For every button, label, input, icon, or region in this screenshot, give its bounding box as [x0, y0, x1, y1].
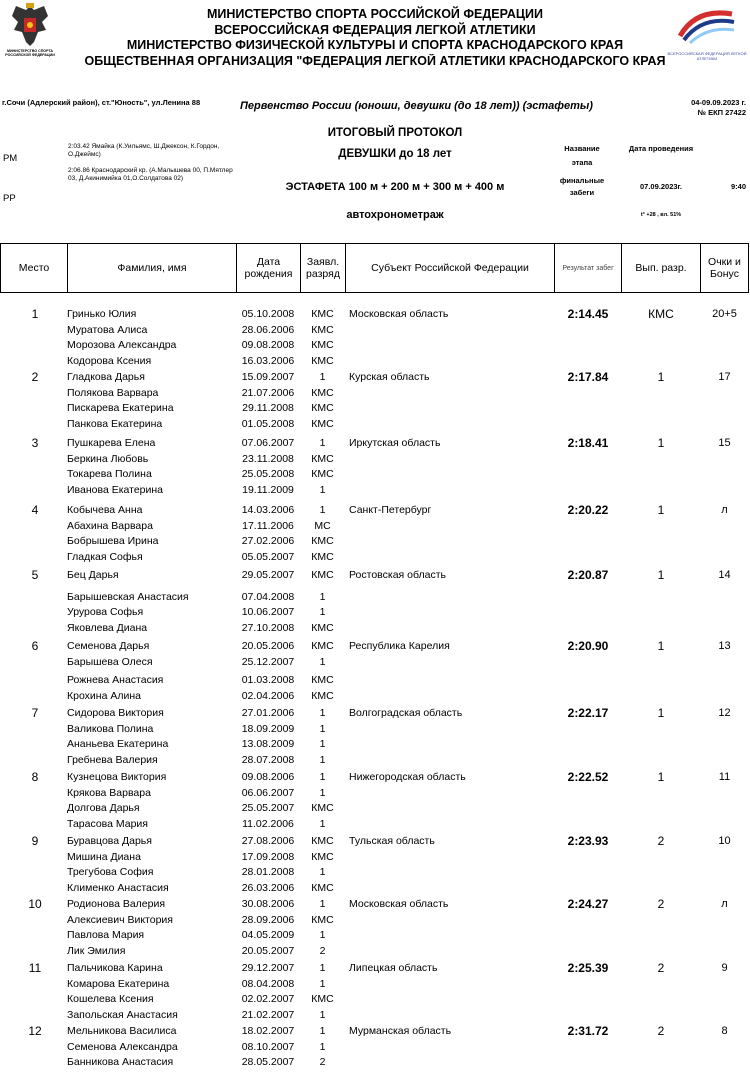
athlete-dob: 13.08.2009	[241, 738, 295, 751]
athlete-dob: 27.01.2006	[241, 707, 295, 719]
athlete-dob: 07.06.2007	[241, 437, 295, 449]
table-row	[0, 467, 748, 483]
org-line-3: МИНИСТЕРСТВО ФИЗИЧЕСКОЙ КУЛЬТУРЫ И СПОРТА КРАСНОДАРСКОГО КРАЯ	[126, 38, 624, 52]
table-row	[0, 928, 748, 944]
athlete-name: Валикова Полина	[67, 722, 154, 735]
team-summary	[0, 436, 748, 452]
athlete-dob: 06.06.2007	[241, 786, 295, 799]
athlete-name: Муратова Алиса	[67, 323, 148, 336]
table-row	[0, 621, 748, 637]
event-name: ЭСТАФЕТА 100 м + 200 м + 300 м + 400 м	[285, 181, 505, 193]
athlete-dob: 28.01.2008	[241, 866, 295, 879]
athlete-rank: КМС	[311, 468, 334, 481]
athlete-rank: 1	[319, 1025, 326, 1037]
team-result: 2:23.93	[567, 834, 609, 848]
athlete-rank: КМС	[311, 802, 334, 815]
table-row	[0, 534, 748, 550]
table-row	[0, 801, 748, 817]
athlete-rank: 1	[319, 977, 326, 990]
athlete-name: Токарева Полина	[67, 468, 152, 481]
team-vrank: 1	[657, 568, 665, 582]
athlete-name: Пискарева Екатерина	[67, 402, 174, 415]
team-vrank: 2	[657, 961, 665, 975]
athlete-name: Барышевская Анастасия	[67, 590, 189, 603]
athlete-dob: 18.09.2009	[241, 722, 295, 735]
table-row	[0, 323, 748, 339]
col-region: Субъект Российской Федерации	[346, 244, 555, 293]
athlete-rank: 2	[319, 1056, 326, 1069]
athlete-dob: 17.09.2008	[241, 850, 295, 863]
team-region: Санкт-Петербург	[349, 504, 432, 516]
athlete-rank: КМС	[311, 993, 334, 1006]
team-result: 2:31.72	[567, 1024, 609, 1038]
athlete-rank: 1	[319, 504, 326, 516]
table-row	[0, 1055, 748, 1071]
team-region: Московская область	[349, 898, 449, 910]
athlete-dob: 01.03.2008	[241, 674, 295, 687]
athlete-rank: КМС	[311, 913, 334, 926]
athlete-dob: 09.08.2006	[241, 771, 295, 783]
athlete-rank: КМС	[311, 550, 334, 563]
athlete-name: Запольская Анастасия	[67, 1008, 178, 1021]
col-name: Фамилия, имя	[68, 244, 237, 293]
team-summary	[0, 834, 748, 850]
team-region: Ростовская область	[349, 569, 447, 581]
athletics-federation-icon	[676, 6, 738, 46]
table-row	[0, 354, 748, 370]
col-vrank: Вып. разр.	[622, 244, 701, 293]
team-place: 8	[31, 770, 39, 784]
org-line-4: ОБЩЕСТВЕННАЯ ОРГАНИЗАЦИЯ "ФЕДЕРАЦИЯ ЛЕГКОЙ АТЛЕТИКИ КРАСНОДАРСКОГО КРАЯ	[84, 53, 666, 68]
athlete-dob: 01.05.2008	[241, 417, 295, 430]
table-row	[0, 689, 748, 705]
athlete-name: Мишина Диана	[67, 850, 141, 863]
team-summary	[0, 1024, 748, 1040]
athlete-name: Ананьева Екатерина	[67, 738, 169, 751]
table-row	[0, 590, 748, 606]
athlete-rank: МС	[314, 519, 331, 532]
athlete-dob: 26.03.2006	[241, 881, 295, 894]
team-region: Волгоградская область	[349, 707, 463, 719]
ekp-number: № ЕКП 27422	[697, 108, 746, 117]
athlete-rank: 1	[319, 753, 326, 766]
athlete-name: Кодорова Ксения	[67, 354, 152, 367]
record-rr: 2:06.86 Краснодарский кр. (А.Малышева 00, П.Мятлер 03, Д.Акинимийка 01,О.Солдатова 02)	[68, 167, 233, 182]
athlete-name: Мельникова Василиса	[67, 1025, 177, 1037]
ministry-logo-caption: МИНИСТЕРСТВО СПОРТА РОССИЙСКОЙ ФЕДЕРАЦИИ	[5, 49, 55, 58]
table-row	[0, 417, 748, 433]
protocol-title: ИТОГОВЫЙ ПРОТОКОЛ	[327, 127, 463, 139]
athlete-rank: 2	[319, 944, 326, 957]
athlete-dob: 25.05.2007	[241, 802, 295, 815]
athlete-rank: 1	[319, 437, 326, 449]
athlete-name: Семенова Дарья	[67, 640, 150, 652]
team-result: 2:20.22	[567, 503, 609, 517]
table-row	[0, 865, 748, 881]
athlete-rank: 1	[319, 707, 326, 719]
athlete-rank: 1	[319, 771, 326, 783]
athlete-rank: КМС	[311, 339, 334, 352]
athlete-name: Бобрышева Ирина	[67, 535, 159, 548]
team-vrank: 1	[657, 436, 665, 450]
record-rm: 2:03.42 Ямайка (К.Уильямс, Ш.Джексон, К.Гордон, О.Джеймс)	[68, 143, 220, 158]
athlete-dob: 29.05.2007	[241, 569, 295, 581]
team-region: Мурманская область	[349, 1025, 452, 1037]
athlete-rank: 1	[319, 738, 326, 751]
table-row	[0, 753, 748, 769]
athlete-dob: 29.11.2008	[242, 402, 294, 415]
team-vrank: 2	[657, 834, 665, 848]
table-row	[0, 519, 748, 535]
team-vrank: 1	[657, 770, 665, 784]
team-points: 13	[718, 640, 731, 652]
athlete-rank: КМС	[311, 689, 334, 702]
team-region: Республика Карелия	[349, 640, 450, 652]
athlete-name: Панкова Екатерина	[67, 417, 163, 430]
athlete-rank: КМС	[311, 850, 334, 863]
team-points: 8	[721, 1025, 728, 1037]
athlete-rank: 1	[319, 1040, 326, 1053]
athlete-dob: 28.07.2008	[241, 753, 295, 766]
team-result: 2:22.52	[567, 770, 609, 784]
athlete-name: Рожнева Анастасия	[67, 674, 164, 687]
team-summary	[0, 639, 748, 655]
athlete-dob: 02.02.2007	[241, 993, 295, 1006]
team-vrank: 2	[657, 1024, 665, 1038]
athlete-dob: 17.11.2006	[242, 519, 294, 532]
start-time: 9:40	[730, 182, 746, 191]
athlete-rank: 1	[319, 817, 326, 830]
athlete-name: Беркина Любовь	[67, 452, 149, 465]
athlete-dob: 11.02.2006	[242, 817, 294, 830]
team-summary	[0, 961, 748, 977]
org-line-2: ВСЕРОССИЙСКАЯ ФЕДЕРАЦИЯ ЛЕГКОЙ АТЛЕТИКИ	[214, 22, 536, 37]
team-region: Московская область	[349, 308, 449, 320]
table-row	[0, 338, 748, 354]
athlete-dob: 05.05.2007	[241, 550, 295, 563]
athlete-name: Долгова Дарья	[67, 802, 140, 815]
record-rm-label: РМ	[3, 153, 18, 164]
col-rank: Заявл. разряд	[301, 244, 346, 293]
athlete-dob: 19.11.2009	[242, 483, 294, 496]
team-result: 2:14.45	[567, 307, 609, 321]
athlete-name: Семенова Александра	[67, 1040, 178, 1053]
team-place: 10	[28, 897, 42, 911]
team-summary	[0, 370, 748, 386]
team-result: 2:18.41	[567, 436, 609, 450]
table-row	[0, 817, 748, 833]
table-row	[0, 786, 748, 802]
athlete-name: Родионова Валерия	[67, 898, 166, 910]
athlete-name: Морозова Александра	[67, 339, 177, 352]
athlete-dob: 10.06.2007	[241, 606, 295, 619]
athlete-rank: 1	[319, 606, 326, 619]
athlete-name: Комарова Екатерина	[67, 977, 170, 990]
athlete-name: Пушкарева Елена	[67, 437, 156, 449]
team-place: 6	[31, 639, 39, 653]
athlete-name: Урурова Софья	[67, 606, 144, 619]
table-row	[0, 452, 748, 468]
athlete-dob: 27.02.2006	[241, 535, 295, 548]
team-region: Курская область	[349, 371, 430, 383]
athlete-rank: КМС	[311, 417, 334, 430]
team-place: 3	[31, 436, 39, 450]
results-header-row	[1, 244, 749, 293]
athlete-name: Кузнецова Виктория	[67, 771, 167, 783]
ministry-logo	[2, 2, 58, 74]
table-row	[0, 605, 748, 621]
athlete-rank: 1	[319, 962, 326, 974]
athlete-name: Тарасова Мария	[67, 817, 148, 830]
athlete-dob: 14.03.2006	[241, 504, 295, 516]
timing-method: автохронометраж	[346, 209, 444, 221]
athlete-rank: КМС	[311, 452, 334, 465]
team-result: 2:20.90	[567, 639, 609, 653]
athlete-name: Яковлева Диана	[67, 621, 148, 634]
team-vrank: 1	[657, 370, 665, 384]
team-vrank: 1	[657, 503, 665, 517]
team-points: 10	[718, 835, 731, 847]
athlete-dob: 02.04.2006	[241, 689, 295, 702]
athlete-rank: 1	[319, 786, 326, 799]
team-vrank: 1	[657, 706, 665, 720]
athlete-dob: 27.10.2008	[241, 621, 295, 634]
team-place: 9	[31, 834, 39, 848]
athlete-rank: 1	[319, 929, 326, 942]
stage-value: финальные забеги	[559, 176, 605, 197]
table-row	[0, 850, 748, 866]
athlete-rank: КМС	[311, 835, 334, 847]
athlete-dob: 27.08.2006	[241, 835, 295, 847]
team-result: 2:25.39	[567, 961, 609, 975]
athlete-dob: 21.07.2006	[241, 386, 295, 399]
athlete-name: Трегубова София	[67, 866, 154, 879]
athlete-name: Лик Эмилия	[67, 944, 126, 957]
athlete-dob: 07.04.2008	[241, 590, 295, 603]
record-rr-label: РР	[3, 193, 16, 204]
table-row	[0, 1040, 748, 1056]
athlete-rank: 1	[319, 898, 326, 910]
athlete-name: Кобычева Анна	[67, 504, 143, 516]
table-row	[0, 655, 748, 671]
athlete-dob: 25.12.2007	[241, 655, 295, 668]
team-summary	[0, 706, 748, 722]
team-place: 11	[28, 961, 42, 975]
team-points: 15	[718, 437, 731, 449]
athlete-dob: 05.10.2008	[241, 308, 295, 320]
athlete-rank: 1	[319, 866, 326, 879]
table-row	[0, 881, 748, 897]
table-row	[0, 401, 748, 417]
athlete-name: Клименко Анастасия	[67, 881, 169, 894]
team-place: 2	[31, 370, 39, 384]
table-row	[0, 913, 748, 929]
athlete-name: Павлова Мария	[67, 929, 145, 942]
athlete-name: Крохина Алина	[67, 689, 141, 702]
athlete-name: Сидорова Виктория	[67, 707, 164, 719]
athlete-rank: 1	[319, 371, 326, 383]
competition-dates: 04-09.09.2023 г.	[691, 98, 746, 107]
athlete-rank: КМС	[311, 308, 334, 320]
team-place: 4	[31, 503, 39, 517]
team-points: 9	[721, 962, 728, 974]
team-place: 7	[31, 706, 39, 720]
venue: г.Сочи (Адлерский район), ст."Юность", ул.Ленина 88	[2, 98, 201, 107]
team-vrank: КМС	[648, 307, 674, 321]
athlete-rank: КМС	[311, 386, 334, 399]
athlete-name: Буравцова Дарья	[67, 835, 152, 847]
athlete-dob: 09.08.2008	[241, 339, 295, 352]
team-region: Липецкая область	[349, 962, 438, 974]
team-vrank: 1	[657, 639, 665, 653]
athlete-name: Барышева Олеся	[67, 655, 153, 668]
athlete-rank: 1	[319, 722, 326, 735]
athlete-name: Крякова Варвара	[67, 786, 151, 799]
team-summary	[0, 307, 748, 323]
athlete-dob: 16.03.2006	[241, 354, 295, 367]
table-row	[0, 386, 748, 402]
team-place: 5	[31, 568, 39, 582]
athlete-dob: 30.08.2006	[241, 898, 295, 910]
col-dob: Дата рождения	[237, 244, 301, 293]
athlete-dob: 04.05.2009	[241, 929, 295, 942]
weather: t° +28 , вл. 51%	[640, 212, 682, 218]
table-row	[0, 722, 748, 738]
athlete-rank: КМС	[311, 354, 334, 367]
federation-logo-caption: ВСЕРОССИЙСКАЯ ФЕДЕРАЦИЯ ЛЕГКОЙ АТЛЕТИКИ	[667, 51, 747, 61]
table-row	[0, 737, 748, 753]
table-row	[0, 944, 748, 960]
athlete-rank: 1	[319, 1008, 326, 1021]
org-line-1: МИНИСТЕРСТВО СПОРТА РОССИЙСКОЙ ФЕДЕРАЦИИ	[206, 7, 543, 21]
team-summary	[0, 897, 748, 913]
athlete-name: Абахина Варвара	[67, 519, 153, 532]
table-row	[0, 992, 748, 1008]
team-region: Иркутская область	[349, 437, 441, 449]
team-summary	[0, 503, 748, 519]
athlete-rank: КМС	[311, 640, 334, 652]
team-points: л	[721, 898, 728, 910]
athlete-name: Банникова Анастасия	[67, 1056, 174, 1069]
athlete-dob: 29.12.2007	[241, 962, 295, 974]
team-summary	[0, 770, 748, 786]
team-place: 12	[28, 1024, 42, 1038]
date-label: Дата проведения	[628, 144, 694, 153]
table-row	[0, 483, 748, 499]
athlete-name: Алексиевич Виктория	[67, 913, 173, 926]
team-points: 14	[718, 569, 731, 581]
col-place: Место	[1, 244, 68, 293]
date-value: 07.09.2023г.	[640, 182, 682, 191]
athlete-name: Пальчикова Карина	[67, 962, 163, 974]
athlete-dob: 18.02.2007	[241, 1025, 295, 1037]
athlete-rank: 1	[319, 483, 326, 496]
col-result: Результат забег	[555, 244, 622, 293]
athlete-name: Гладкая Софья	[67, 550, 143, 563]
athlete-dob: 15.09.2007	[241, 371, 295, 383]
team-points: 12	[718, 707, 731, 719]
athlete-name: Бец Дарья	[67, 569, 119, 581]
team-result: 2:17.84	[567, 370, 609, 384]
results-table	[0, 243, 749, 293]
athlete-rank: КМС	[311, 621, 334, 634]
athlete-rank: КМС	[311, 323, 334, 336]
athlete-dob: 23.11.2008	[242, 452, 294, 465]
athlete-name: Кошелева Ксения	[67, 993, 154, 1006]
athlete-rank: КМС	[311, 535, 334, 548]
team-points: 20+5	[712, 308, 737, 320]
athlete-dob: 20.05.2006	[241, 640, 295, 652]
athlete-dob: 20.05.2007	[241, 944, 295, 957]
federation-logo	[666, 6, 748, 68]
team-points: л	[721, 504, 728, 516]
athlete-rank: КМС	[311, 569, 334, 581]
athlete-dob: 08.04.2008	[241, 977, 295, 990]
table-row	[0, 673, 748, 689]
athlete-dob: 28.05.2007	[241, 1056, 295, 1069]
athlete-name: Гринько Юлия	[67, 308, 137, 320]
team-result: 2:20.87	[567, 568, 609, 582]
team-place: 1	[31, 307, 39, 321]
athlete-rank: КМС	[311, 674, 334, 687]
athlete-name: Гладкова Дарья	[67, 371, 145, 383]
athlete-dob: 25.05.2008	[241, 468, 295, 481]
team-points: 11	[718, 771, 731, 783]
athlete-dob: 21.02.2007	[241, 1008, 295, 1021]
competition-title: Первенство России (юноши, девушки (до 18 лет)) (эстафеты)	[240, 100, 593, 112]
athlete-rank: 1	[319, 655, 326, 668]
team-points: 17	[718, 371, 731, 383]
team-vrank: 2	[657, 897, 665, 911]
athlete-name: Полякова Варвара	[67, 386, 159, 399]
athlete-rank: 1	[319, 590, 326, 603]
header-titles	[70, 7, 680, 69]
eagle-emblem-icon	[10, 2, 50, 48]
athlete-rank: КМС	[311, 402, 334, 415]
col-points: Очки и Бонус	[701, 244, 749, 293]
team-result: 2:24.27	[567, 897, 609, 911]
athlete-dob: 28.09.2006	[241, 913, 295, 926]
athlete-dob: 28.06.2006	[241, 323, 295, 336]
table-row	[0, 550, 748, 566]
athlete-name: Гребнева Валерия	[67, 753, 158, 766]
athlete-name: Иванова Екатерина	[67, 483, 164, 496]
protocol-category: ДЕВУШКИ до 18 лет	[338, 148, 452, 160]
team-region: Тульская область	[349, 835, 435, 847]
athlete-dob: 08.10.2007	[241, 1040, 295, 1053]
table-row	[0, 1008, 748, 1024]
stage-label: Название этапа	[564, 144, 600, 167]
table-row	[0, 977, 748, 993]
team-region: Нижегородская область	[349, 771, 466, 783]
athlete-rank: КМС	[311, 881, 334, 894]
team-summary	[0, 568, 748, 584]
team-result: 2:22.17	[567, 706, 609, 720]
